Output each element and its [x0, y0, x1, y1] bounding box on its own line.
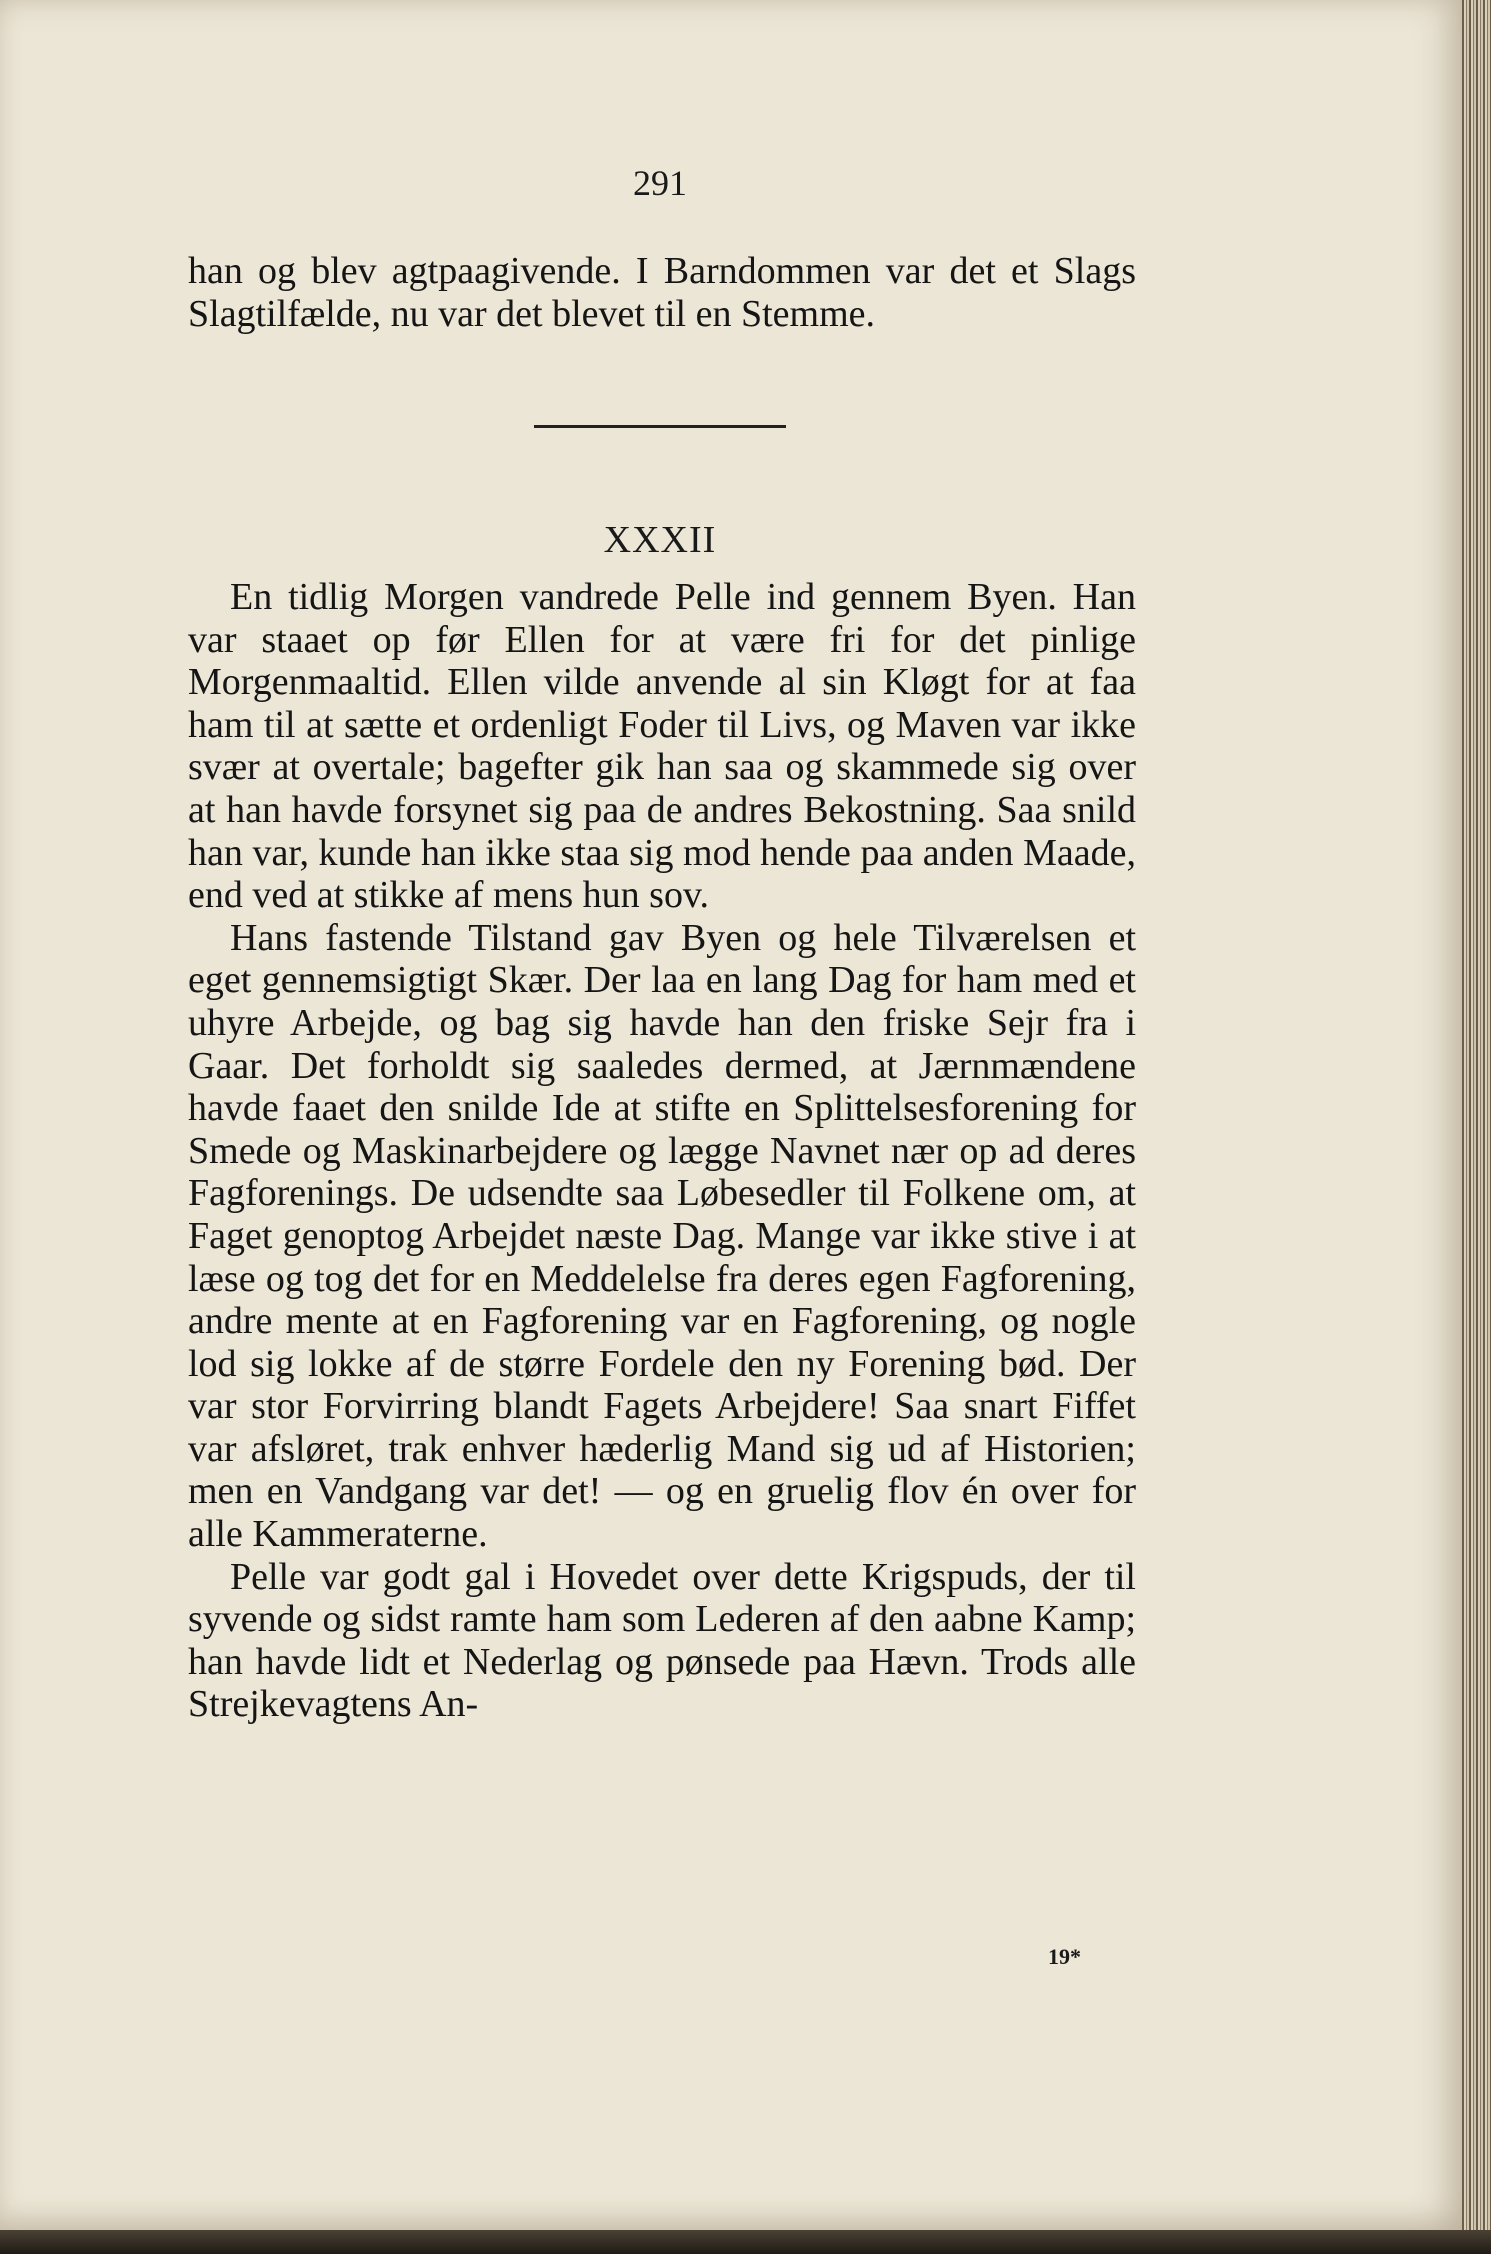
page-edge [1462, 0, 1491, 2254]
page-number: 291 [633, 163, 687, 203]
paragraph-1: En tidlig Morgen vandrede Pelle ind gennem Byen. Han var staaet op før Ellen for at være fri for det pinlige Morgenmaaltid. Ellen vilde anvende al sin Kløgt for at faa ham til at sætte et ordenligt Foder til Livs, og Maven var ikke svær at overtale; bagefter gik han saa og skammede sig over at han havde forsynet sig paa de andres Bekostning. Saa snild han var, kunde han ikke staa sig mod hende paa anden Maade, end ved at stikke af mens hun sov. [188, 576, 1136, 917]
section-divider [534, 425, 786, 428]
signature-mark: 19* [1048, 1944, 1081, 1969]
paragraph-2: Hans fastende Tilstand gav Byen og hele Tilværelsen et eget gennemsigtigt Skær. Der laa en lang Dag for ham med et uhyre Arbejde, og bag sig havde han den friske Sejr fra i Gaar. Det forholdt sig saaledes dermed, at Jærnmændene havde faaet den snilde Ide at stifte en Splittelsesforening for Smede og Maskinarbejdere og lægge Navnet nær op ad deres Fagforenings. De udsendte saa Løbesedler til Folkene om, at Faget genoptog Arbejdet næste Dag. Mange var ikke stive i at læse og tog det for en Meddelelse fra deres egen Fagforening, andre mente at en Fagforening var en Fagforening, og nogle lod sig lokke af de større Fordele den ny Forening bød. Der var stor Forvirring blandt Fagets Arbejdere! Saa snart Fiffet var afsløret, trak enhver hæderlig Mand sig ud af Historien; men en Vandgang var det! — og en gruelig flov én over for alle Kammeraterne. [188, 916, 1136, 1556]
chapter-title: XXXII [603, 519, 717, 561]
bottom-edge [0, 2230, 1491, 2254]
opening-paragraph: han og blev agtpaagivende. I Barndommen var det et Slags Slagtilfælde, nu var det blevet til en Stemme. [188, 250, 1136, 335]
paragraph-3: Pelle var godt gal i Hovedet over dette Krigspuds, der til syvende og sidst ramte ham som Lederen af den aabne Kamp; han havde lidt et Nederlag og pønsede paa Hævn. Trods alle Strejkevagtens An- [188, 1555, 1136, 1726]
chapter-body [188, 576, 1136, 1726]
opening-paragraph-block [188, 250, 1136, 335]
